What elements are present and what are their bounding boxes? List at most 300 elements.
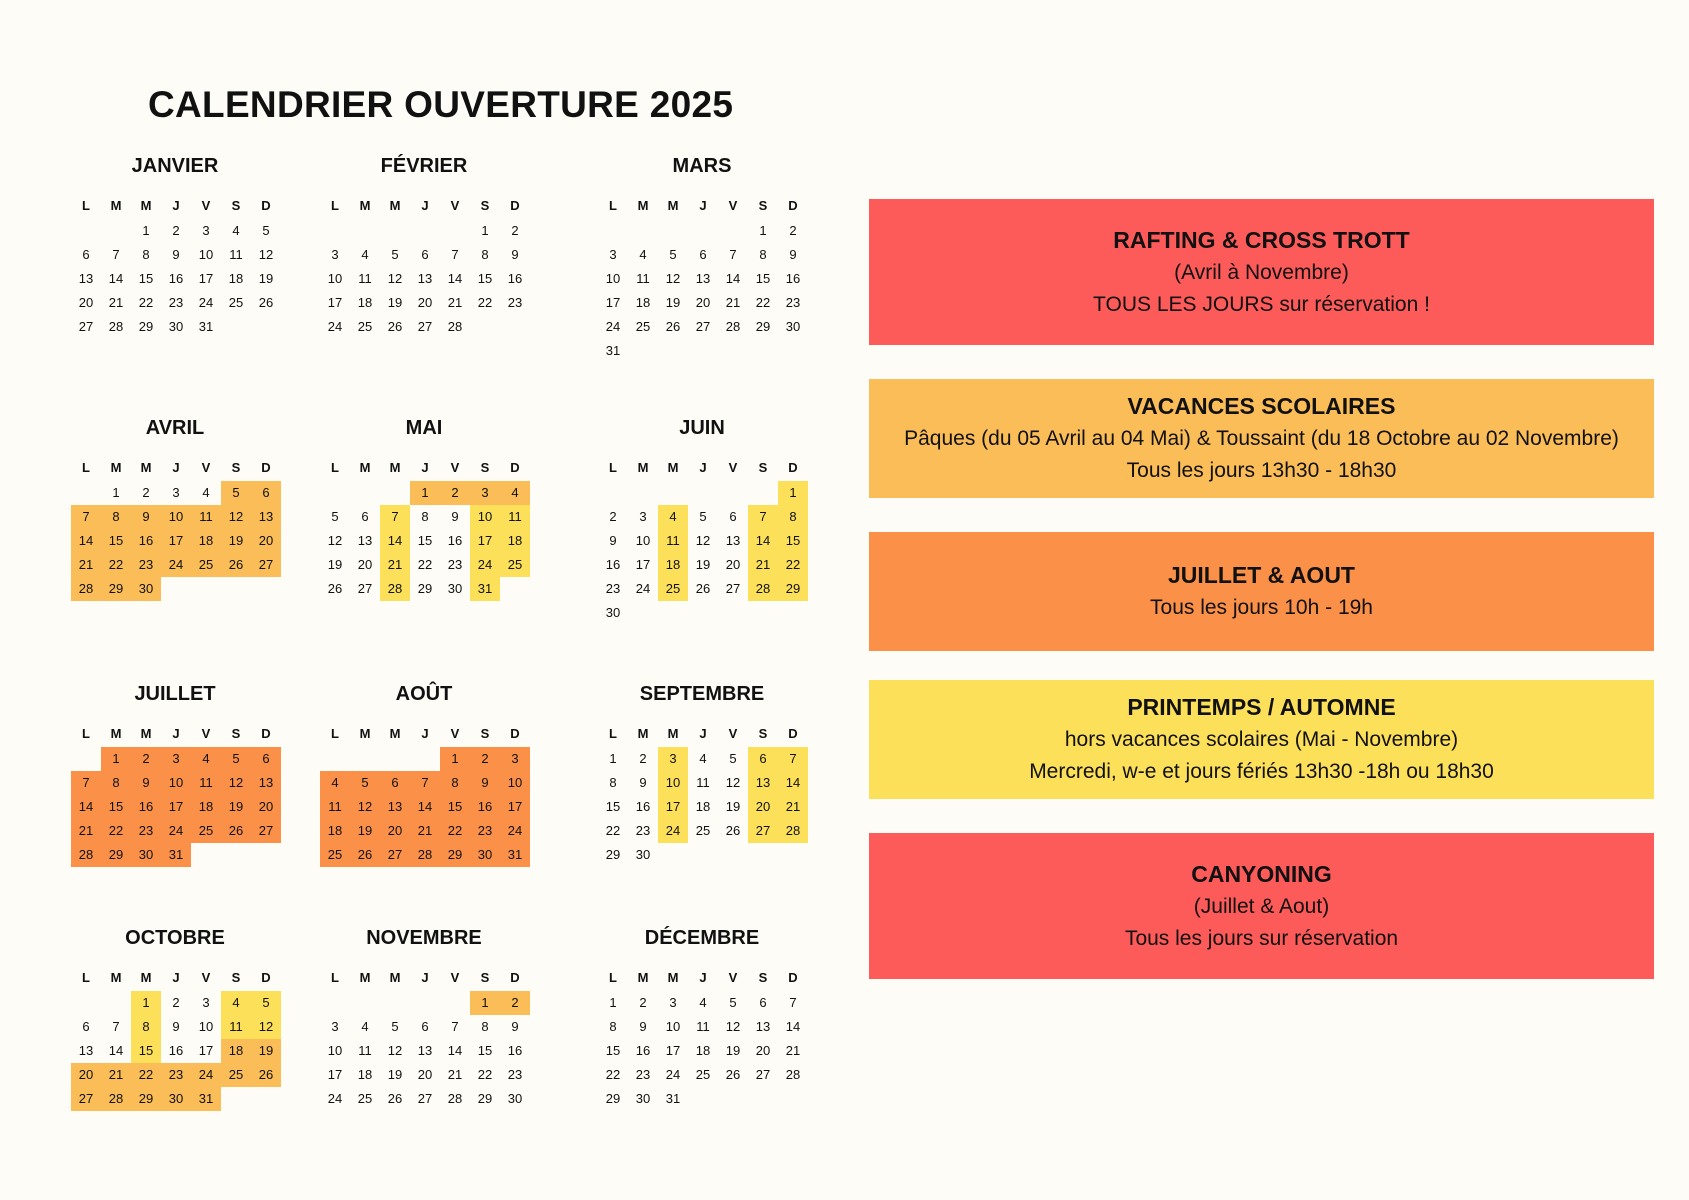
weekday-label: L — [82, 198, 90, 213]
calendar-day: 21 — [71, 553, 101, 577]
calendar-day: 5 — [251, 991, 281, 1015]
calendar-day: 8 — [101, 771, 131, 795]
calendar-week — [598, 553, 818, 577]
calendar-day: 11 — [696, 1019, 710, 1034]
weekday-label: J — [172, 970, 180, 985]
weekday-label: V — [450, 460, 460, 475]
calendar-week — [71, 577, 291, 601]
calendar-day: 21 — [410, 819, 440, 843]
calendar-empty-cell — [350, 481, 380, 505]
calendar-day: 5 — [262, 223, 270, 238]
calendar-day: 20 — [380, 819, 410, 843]
calendar-week — [598, 315, 818, 339]
calendar-day: 9 — [131, 505, 161, 529]
calendar-empty-cell — [748, 339, 778, 363]
calendar-empty-cell — [470, 315, 500, 339]
calendar-day: 9 — [639, 1019, 647, 1034]
calendar-day: 25 — [658, 577, 688, 601]
weekday-label: D — [261, 970, 271, 985]
weekday-label: D — [261, 460, 271, 475]
weekday-label: M — [359, 726, 371, 741]
calendar-day: 24 — [500, 819, 530, 843]
weekday-label: M — [637, 726, 649, 741]
calendar-day: 7 — [748, 505, 778, 529]
calendar-day: 12 — [251, 1015, 281, 1039]
weekday-header — [598, 193, 818, 219]
calendar-empty-cell — [101, 219, 131, 243]
calendar-day: 22 — [101, 553, 131, 577]
calendar-day: 23 — [447, 557, 463, 572]
calendar-day: 13 — [695, 271, 711, 286]
calendar-day: 2 — [172, 995, 180, 1010]
calendar-day: 19 — [725, 799, 741, 814]
calendar-day: 12 — [725, 775, 741, 790]
calendar-week — [320, 315, 540, 339]
calendar-week — [71, 1039, 291, 1063]
calendar-day: 30 — [507, 1091, 523, 1106]
calendar-day: 16 — [507, 271, 523, 286]
calendar-day: 11 — [358, 271, 372, 286]
calendar-day: 28 — [108, 319, 124, 334]
calendar-day: 7 — [71, 771, 101, 795]
page-title: CALENDRIER OUVERTURE 2025 — [148, 84, 734, 125]
calendar-day: 16 — [635, 799, 651, 814]
weekday-label: M — [359, 198, 371, 213]
calendar-day: 9 — [639, 775, 647, 790]
calendar-day: 4 — [232, 223, 240, 238]
calendar-day: 1 — [609, 751, 617, 766]
calendar-day: 9 — [789, 247, 797, 262]
calendar-day: 16 — [131, 795, 161, 819]
calendar-week — [598, 219, 818, 243]
calendar-empty-cell — [380, 219, 410, 243]
calendar-day: 20 — [71, 1063, 101, 1087]
calendar-day: 5 — [729, 751, 737, 766]
calendar-week — [320, 577, 540, 601]
calendar-day: 23 — [635, 823, 651, 838]
calendar-day: 9 — [511, 1019, 519, 1034]
calendar-empty-cell — [350, 747, 380, 771]
calendar-empty-cell — [688, 1087, 718, 1111]
calendar-day: 24 — [605, 319, 621, 334]
calendar-week — [320, 219, 540, 243]
weekday-label: S — [480, 198, 490, 213]
calendar-day: 27 — [251, 819, 281, 843]
weekday-label: M — [359, 970, 371, 985]
weekday-label: S — [231, 726, 241, 741]
calendar-empty-cell — [658, 339, 688, 363]
calendar-day: 4 — [699, 995, 707, 1010]
weekday-label: V — [728, 970, 738, 985]
calendar-empty-cell — [101, 991, 131, 1015]
calendar-day: 28 — [447, 319, 463, 334]
calendar-day: 12 — [387, 1043, 403, 1058]
calendar-empty-cell — [221, 843, 251, 867]
calendar-day: 25 — [191, 819, 221, 843]
month-name: SEPTEMBRE — [639, 683, 765, 705]
calendar-week — [598, 1039, 818, 1063]
month-name: JUIN — [679, 417, 725, 439]
calendar-day: 28 — [725, 319, 741, 334]
calendar-day: 28 — [447, 1091, 463, 1106]
calendar-day: 11 — [320, 795, 350, 819]
calendar-day: 8 — [440, 771, 470, 795]
calendar-day: 12 — [387, 271, 403, 286]
calendar-day: 16 — [447, 533, 463, 548]
calendar-day: 10 — [198, 247, 214, 262]
calendar-day: 18 — [658, 553, 688, 577]
calendar-day: 14 — [71, 529, 101, 553]
weekday-label: V — [728, 198, 738, 213]
calendar-day: 1 — [112, 485, 120, 500]
calendar-day: 1 — [131, 991, 161, 1015]
weekday-label: V — [728, 460, 738, 475]
calendar-day: 19 — [725, 1043, 741, 1058]
calendar-day: 17 — [327, 295, 343, 310]
calendar-week — [320, 991, 540, 1015]
month-calendar — [308, 681, 540, 867]
calendar-week — [320, 529, 540, 553]
weekday-label: M — [389, 198, 401, 213]
weekday-label: S — [758, 726, 768, 741]
month-calendar — [59, 415, 291, 601]
calendar-empty-cell — [748, 601, 778, 625]
calendar-empty-cell — [221, 1087, 251, 1111]
calendar-day: 13 — [251, 505, 281, 529]
calendar-day: 1 — [778, 481, 808, 505]
calendar-day: 22 — [477, 1067, 493, 1082]
calendar-day: 4 — [221, 991, 251, 1015]
calendar-empty-cell — [71, 481, 101, 505]
calendar-day: 1 — [481, 223, 489, 238]
calendar-day: 6 — [699, 247, 707, 262]
calendar-day: 8 — [609, 775, 617, 790]
calendar-week — [71, 291, 291, 315]
legend-box — [869, 833, 1654, 979]
weekday-label: S — [231, 198, 241, 213]
calendar-day: 21 — [748, 553, 778, 577]
calendar-day: 6 — [82, 247, 90, 262]
calendar-empty-cell — [688, 843, 718, 867]
weekday-label: D — [788, 726, 798, 741]
month-name: JANVIER — [131, 155, 219, 177]
month-name: AVRIL — [145, 417, 205, 439]
calendar-empty-cell — [718, 339, 748, 363]
calendar-day: 7 — [380, 505, 410, 529]
calendar-empty-cell — [161, 577, 191, 601]
calendar-day: 14 — [785, 1019, 801, 1034]
weekday-label: L — [331, 970, 339, 985]
weekday-label: J — [699, 726, 707, 741]
calendar-empty-cell — [658, 843, 688, 867]
calendar-day: 27 — [357, 581, 373, 596]
calendar-day: 27 — [78, 319, 94, 334]
calendar-week — [320, 1039, 540, 1063]
calendar-day: 17 — [470, 529, 500, 553]
weekday-label: L — [331, 726, 339, 741]
calendar-day: 21 — [447, 295, 463, 310]
calendar-day: 7 — [729, 247, 737, 262]
calendar-day: 20 — [725, 557, 741, 572]
calendar-day: 5 — [221, 747, 251, 771]
weekday-label: S — [758, 198, 768, 213]
calendar-day: 23 — [470, 819, 500, 843]
calendar-day: 30 — [605, 605, 621, 620]
calendar-day: 12 — [725, 1019, 741, 1034]
calendar-empty-cell — [778, 1087, 808, 1111]
calendar-day: 1 — [142, 223, 150, 238]
calendar-day: 8 — [759, 247, 767, 262]
calendar-week — [71, 771, 291, 795]
calendar-day: 17 — [198, 271, 214, 286]
month-name: NOVEMBRE — [366, 927, 482, 949]
weekday-label: S — [231, 970, 241, 985]
calendar-empty-cell — [320, 481, 350, 505]
calendar-day: 22 — [101, 819, 131, 843]
calendar-day: 26 — [665, 319, 681, 334]
calendar-day: 23 — [168, 295, 184, 310]
calendar-day: 10 — [161, 771, 191, 795]
weekday-header — [71, 193, 291, 219]
weekday-label: M — [667, 198, 679, 213]
calendar-week — [71, 315, 291, 339]
calendar-day: 17 — [198, 1043, 214, 1058]
calendar-empty-cell — [251, 315, 281, 339]
calendar-empty-cell — [320, 219, 350, 243]
calendar-day: 27 — [725, 581, 741, 596]
calendar-empty-cell — [380, 991, 410, 1015]
calendar-empty-cell — [778, 339, 808, 363]
calendar-empty-cell — [221, 577, 251, 601]
calendar-day: 26 — [387, 1091, 403, 1106]
calendar-empty-cell — [628, 339, 658, 363]
calendar-day: 15 — [101, 529, 131, 553]
calendar-week — [598, 505, 818, 529]
calendar-day: 23 — [507, 295, 523, 310]
weekday-label: D — [510, 970, 520, 985]
calendar-day: 20 — [417, 295, 433, 310]
calendar-day: 5 — [221, 481, 251, 505]
calendar-empty-cell — [688, 481, 718, 505]
weekday-label: J — [172, 198, 180, 213]
calendar-day: 11 — [221, 1015, 251, 1039]
calendar-day: 18 — [357, 1067, 373, 1082]
legend-box-line: Mercredi, w-e et jours fériés 13h30 -18h ou 18h30 — [1029, 760, 1494, 783]
calendar-day: 25 — [221, 1063, 251, 1087]
calendar-week — [71, 553, 291, 577]
calendar-day: 8 — [481, 1019, 489, 1034]
calendar-day: 13 — [78, 271, 94, 286]
weekday-label: L — [609, 198, 617, 213]
calendar-day: 18 — [191, 795, 221, 819]
calendar-week — [320, 1015, 540, 1039]
calendar-day: 24 — [198, 295, 214, 310]
calendar-week — [598, 339, 818, 363]
calendar-day: 3 — [639, 509, 647, 524]
weekday-label: M — [140, 970, 152, 985]
calendar-day: 23 — [635, 1067, 651, 1082]
calendar-day: 8 — [481, 247, 489, 262]
calendar-week — [320, 291, 540, 315]
calendar-day: 27 — [695, 319, 711, 334]
calendar-week — [71, 1015, 291, 1039]
calendar-day: 28 — [410, 843, 440, 867]
calendar-day: 1 — [410, 481, 440, 505]
calendar-day: 11 — [658, 529, 688, 553]
calendar-empty-cell — [688, 339, 718, 363]
weekday-label: J — [699, 198, 707, 213]
calendar-day: 31 — [191, 1087, 221, 1111]
calendar-day: 1 — [440, 747, 470, 771]
weekday-label: J — [699, 970, 707, 985]
calendar-day: 28 — [748, 577, 778, 601]
weekday-label: V — [201, 460, 211, 475]
weekday-label: M — [110, 198, 122, 213]
calendar-day: 4 — [191, 747, 221, 771]
weekday-header — [598, 455, 818, 481]
calendar-day: 19 — [327, 557, 343, 572]
calendar-day: 29 — [605, 1091, 621, 1106]
calendar-day: 20 — [357, 557, 373, 572]
month-name: DÉCEMBRE — [644, 927, 760, 949]
calendar-day: 22 — [417, 557, 433, 572]
calendar-day: 3 — [609, 247, 617, 262]
calendar-day: 7 — [112, 1019, 120, 1034]
weekday-label: D — [788, 198, 798, 213]
calendar-day: 25 — [191, 553, 221, 577]
calendar-day: 13 — [417, 271, 433, 286]
calendar-day: 3 — [202, 223, 210, 238]
weekday-label: M — [110, 726, 122, 741]
calendar-day: 16 — [470, 795, 500, 819]
calendar-day: 6 — [421, 1019, 429, 1034]
calendar-day: 29 — [778, 577, 808, 601]
legend-box — [869, 379, 1654, 498]
calendar-day: 15 — [138, 271, 154, 286]
calendar-empty-cell — [320, 747, 350, 771]
calendar-day: 5 — [350, 771, 380, 795]
weekday-label: S — [480, 460, 490, 475]
weekday-header — [71, 721, 291, 747]
calendar-day: 4 — [361, 247, 369, 262]
legend-box-line: hors vacances scolaires (Mai - Novembre) — [1064, 728, 1459, 751]
calendar-day: 4 — [320, 771, 350, 795]
month-name: OCTOBRE — [125, 927, 225, 949]
legend-box-line: Tous les jours 10h - 19h — [1150, 596, 1373, 619]
calendar-day: 14 — [447, 1043, 463, 1058]
calendar-day: 28 — [380, 577, 410, 601]
weekday-label: J — [421, 970, 429, 985]
calendar-day: 8 — [131, 1015, 161, 1039]
calendar-day: 1 — [470, 991, 500, 1015]
calendar-day: 25 — [695, 1067, 711, 1082]
calendar-day: 10 — [327, 271, 343, 286]
calendar-day: 11 — [636, 271, 650, 286]
calendar-day: 16 — [168, 1043, 184, 1058]
calendar-empty-cell — [718, 843, 748, 867]
weekday-label: J — [421, 460, 429, 475]
weekday-label: L — [331, 460, 339, 475]
legend-box-title: VACANCES SCOLAIRES — [1127, 393, 1396, 419]
calendar-day: 11 — [358, 1043, 372, 1058]
calendar-day: 25 — [635, 319, 651, 334]
weekday-label: V — [450, 726, 460, 741]
weekday-label: J — [172, 460, 180, 475]
calendar-day: 23 — [507, 1067, 523, 1082]
calendar-day: 26 — [258, 295, 274, 310]
calendar-day: 14 — [748, 529, 778, 553]
calendar-day: 10 — [198, 1019, 214, 1034]
calendar-empty-cell — [778, 843, 808, 867]
calendar-day: 27 — [755, 1067, 771, 1082]
calendar-day: 18 — [695, 799, 711, 814]
calendar-day: 26 — [327, 581, 343, 596]
calendar-day: 21 — [785, 1043, 801, 1058]
calendar-day: 15 — [778, 529, 808, 553]
calendar-day: 18 — [500, 529, 530, 553]
calendar-day: 3 — [331, 247, 339, 262]
calendar-day: 3 — [669, 995, 677, 1010]
calendar-day: 6 — [729, 509, 737, 524]
calendar-day: 5 — [729, 995, 737, 1010]
calendar-empty-cell — [658, 601, 688, 625]
calendar-day: 9 — [172, 247, 180, 262]
weekday-label: M — [140, 726, 152, 741]
calendar-week — [320, 243, 540, 267]
calendar-empty-cell — [748, 843, 778, 867]
calendar-empty-cell — [628, 601, 658, 625]
calendar-day: 1 — [759, 223, 767, 238]
calendar-day: 1 — [609, 995, 617, 1010]
calendar-empty-cell — [598, 219, 628, 243]
calendar-day: 20 — [417, 1067, 433, 1082]
weekday-label: V — [450, 970, 460, 985]
calendar-day: 29 — [138, 319, 154, 334]
calendar-day: 16 — [635, 1043, 651, 1058]
calendar-week — [71, 1087, 291, 1111]
calendar-day: 8 — [778, 505, 808, 529]
calendar-day: 3 — [331, 1019, 339, 1034]
calendar-week — [320, 1087, 540, 1111]
calendar-day: 27 — [748, 819, 778, 843]
calendar-week — [598, 843, 818, 867]
month-calendar — [586, 415, 818, 625]
calendar-week — [71, 529, 291, 553]
calendar-day: 18 — [635, 295, 651, 310]
calendar-week — [320, 843, 540, 867]
month-calendar — [59, 925, 291, 1111]
weekday-label: D — [510, 198, 520, 213]
calendar-empty-cell — [718, 481, 748, 505]
calendar-day: 3 — [500, 747, 530, 771]
calendar-week — [598, 1087, 818, 1111]
calendar-day: 14 — [108, 1043, 124, 1058]
calendar-day: 17 — [635, 557, 651, 572]
calendar-day: 28 — [101, 1087, 131, 1111]
calendar-day: 6 — [380, 771, 410, 795]
calendar-day: 13 — [380, 795, 410, 819]
calendar-day: 22 — [477, 295, 493, 310]
calendar-day: 18 — [357, 295, 373, 310]
calendar-day: 22 — [605, 1067, 621, 1082]
calendar-empty-cell — [380, 481, 410, 505]
calendar-week — [598, 819, 818, 843]
calendar-day: 26 — [725, 823, 741, 838]
calendar-empty-cell — [71, 991, 101, 1015]
weekday-label: J — [699, 460, 707, 475]
calendar-day: 2 — [789, 223, 797, 238]
calendar-day: 8 — [142, 247, 150, 262]
